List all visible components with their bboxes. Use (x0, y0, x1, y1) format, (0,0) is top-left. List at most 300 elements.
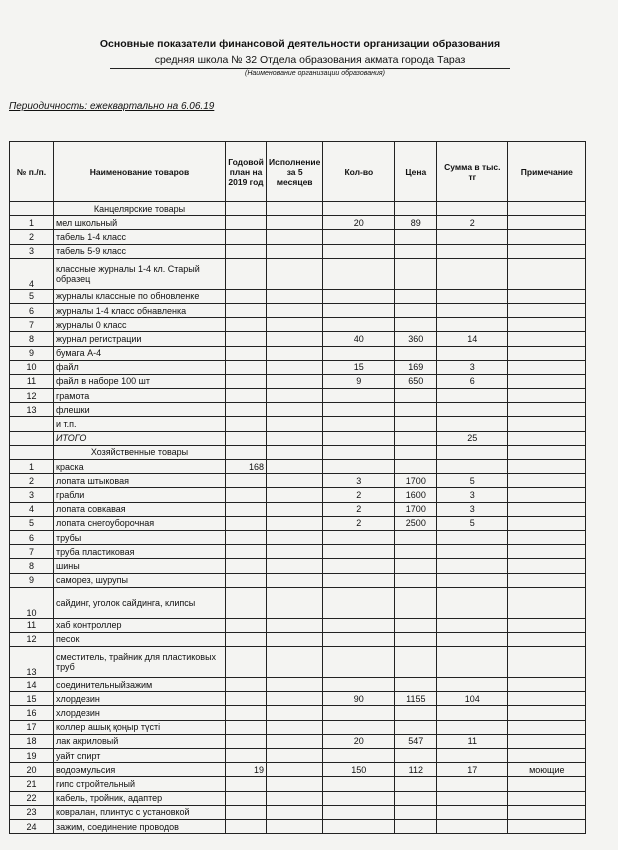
table-row (10, 360, 586, 374)
cell-qty (323, 791, 395, 805)
empty-cell (395, 445, 437, 459)
cell-price: 89 (395, 216, 437, 230)
cell-plan: 19 (226, 763, 267, 777)
cell-price (395, 244, 437, 258)
cell-exec (267, 460, 323, 474)
cell-sum (437, 647, 508, 678)
cell-sum (437, 632, 508, 646)
cell-exec (267, 488, 323, 502)
cell-exec (267, 734, 323, 748)
table-row (10, 618, 586, 632)
cell-sum (437, 573, 508, 587)
cell-qty (323, 403, 395, 417)
cell-price (395, 318, 437, 332)
cell-price: 2500 (395, 516, 437, 530)
table-row (10, 488, 586, 502)
cell-note (508, 488, 586, 502)
cell-qty (323, 749, 395, 763)
cell-name: ковралан, плинтус с установкой (54, 805, 226, 819)
cell-qty (323, 819, 395, 833)
cell-price (395, 777, 437, 791)
cell-exec (267, 516, 323, 530)
cell-exec (267, 587, 323, 618)
empty-cell (437, 445, 508, 459)
cell-exec (267, 303, 323, 317)
cell-exec (267, 417, 323, 431)
cell-note (508, 777, 586, 791)
cell-note (508, 573, 586, 587)
cell-price (395, 460, 437, 474)
cell-no: 19 (10, 749, 54, 763)
cell-sum (437, 230, 508, 244)
cell-price (395, 791, 437, 805)
cell-name: кабель, тройник, адаптер (54, 791, 226, 805)
cell-name: водоэмульсия (54, 763, 226, 777)
cell-name: хлордезин (54, 692, 226, 706)
header-sum: Сумма в тыс. тг (437, 142, 508, 202)
cell-qty (323, 258, 395, 289)
cell-plan (226, 545, 267, 559)
cell-note (508, 258, 586, 289)
cell-exec (267, 360, 323, 374)
cell-exec (267, 502, 323, 516)
cell-no: 10 (10, 360, 54, 374)
cell-sum: 3 (437, 488, 508, 502)
cell-no: 6 (10, 530, 54, 544)
cell-note (508, 632, 586, 646)
cell-exec (267, 389, 323, 403)
cell-qty: 40 (323, 332, 395, 346)
cell-plan (226, 303, 267, 317)
empty-cell (10, 431, 54, 445)
cell-plan (226, 346, 267, 360)
cell-price (395, 749, 437, 763)
cell-qty: 3 (323, 474, 395, 488)
cell-name: флешки (54, 403, 226, 417)
table-row (10, 763, 586, 777)
cell-name: коллер ашық қоңыр түсті (54, 720, 226, 734)
cell-note (508, 749, 586, 763)
cell-price (395, 573, 437, 587)
cell-note (508, 374, 586, 388)
cell-no: 4 (10, 502, 54, 516)
total-row (10, 431, 586, 445)
cell-no: 7 (10, 545, 54, 559)
cell-no: 12 (10, 389, 54, 403)
cell-qty: 9 (323, 374, 395, 388)
cell-qty (323, 417, 395, 431)
cell-name: журналы классные по обновленке (54, 289, 226, 303)
cell-plan (226, 474, 267, 488)
empty-cell (508, 202, 586, 216)
cell-no: 3 (10, 488, 54, 502)
cell-name: песок (54, 632, 226, 646)
section-title: Канцелярские товары (54, 202, 226, 216)
cell-qty (323, 720, 395, 734)
cell-qty (323, 805, 395, 819)
cell-exec (267, 749, 323, 763)
cell-qty (323, 389, 395, 403)
cell-qty (323, 632, 395, 646)
cell-name: соединительныйзажим (54, 678, 226, 692)
cell-price (395, 632, 437, 646)
header-note: Примечание (508, 142, 586, 202)
cell-exec (267, 403, 323, 417)
cell-qty (323, 460, 395, 474)
cell-plan (226, 734, 267, 748)
cell-sum (437, 791, 508, 805)
cell-no: 8 (10, 332, 54, 346)
cell-qty (323, 647, 395, 678)
cell-no: 2 (10, 474, 54, 488)
cell-no: 18 (10, 734, 54, 748)
table-row (10, 678, 586, 692)
cell-note (508, 530, 586, 544)
cell-exec (267, 777, 323, 791)
cell-sum (437, 678, 508, 692)
cell-no: 8 (10, 559, 54, 573)
cell-qty: 15 (323, 360, 395, 374)
cell-qty: 90 (323, 692, 395, 706)
cell-qty (323, 244, 395, 258)
cell-price: 112 (395, 763, 437, 777)
cell-plan (226, 417, 267, 431)
cell-exec (267, 647, 323, 678)
header-no: № п./п. (10, 142, 54, 202)
table-row (10, 417, 586, 431)
cell-exec (267, 632, 323, 646)
header-plan: Годовой план на 2019 год (226, 142, 267, 202)
cell-note (508, 647, 586, 678)
cell-no: 21 (10, 777, 54, 791)
cell-price (395, 618, 437, 632)
cell-plan (226, 488, 267, 502)
cell-note (508, 403, 586, 417)
cell-name: бумага А-4 (54, 346, 226, 360)
table-row (10, 632, 586, 646)
table-header-row (10, 142, 586, 202)
cell-price (395, 819, 437, 833)
cell-qty (323, 230, 395, 244)
header-name: Наименование товаров (54, 142, 226, 202)
cell-note (508, 332, 586, 346)
cell-no: 7 (10, 318, 54, 332)
cell-sum (437, 749, 508, 763)
cell-price (395, 303, 437, 317)
cell-exec (267, 318, 323, 332)
cell-sum (437, 303, 508, 317)
table-row (10, 805, 586, 819)
cell-qty: 2 (323, 488, 395, 502)
cell-note (508, 460, 586, 474)
cell-sum (437, 244, 508, 258)
empty-cell (437, 202, 508, 216)
table-row (10, 258, 586, 289)
cell-note (508, 244, 586, 258)
cell-name: табель 1-4 класс (54, 230, 226, 244)
cell-exec (267, 530, 323, 544)
cell-qty (323, 318, 395, 332)
cell-plan (226, 587, 267, 618)
cell-plan (226, 819, 267, 833)
cell-price: 1700 (395, 502, 437, 516)
total-sum: 25 (437, 431, 508, 445)
cell-no: 14 (10, 678, 54, 692)
cell-note (508, 289, 586, 303)
cell-note (508, 587, 586, 618)
cell-no: 22 (10, 791, 54, 805)
table-row (10, 692, 586, 706)
cell-no: 11 (10, 374, 54, 388)
table-row (10, 318, 586, 332)
cell-name: уайт спирт (54, 749, 226, 763)
cell-no: 5 (10, 516, 54, 530)
cell-price (395, 545, 437, 559)
cell-name: классные журналы 1-4 кл. Старый образец (54, 258, 226, 289)
cell-plan (226, 805, 267, 819)
cell-price: 547 (395, 734, 437, 748)
table-row (10, 389, 586, 403)
cell-note (508, 318, 586, 332)
cell-note (508, 678, 586, 692)
cell-price (395, 230, 437, 244)
cell-plan (226, 647, 267, 678)
cell-exec (267, 559, 323, 573)
cell-sum (437, 346, 508, 360)
cell-name: трубы (54, 530, 226, 544)
cell-qty (323, 573, 395, 587)
cell-sum: 5 (437, 516, 508, 530)
cell-price (395, 805, 437, 819)
cell-qty (323, 346, 395, 360)
cell-plan (226, 618, 267, 632)
cell-plan: 168 (226, 460, 267, 474)
cell-name: журналы 0 класс (54, 318, 226, 332)
cell-price: 650 (395, 374, 437, 388)
cell-qty (323, 587, 395, 618)
table-row (10, 403, 586, 417)
cell-qty (323, 303, 395, 317)
table-row (10, 706, 586, 720)
cell-note (508, 360, 586, 374)
periodicity-label: Периодичность: ежеквартально на 6.06.19 (9, 101, 215, 112)
cell-exec (267, 720, 323, 734)
cell-no: 13 (10, 403, 54, 417)
cell-qty: 20 (323, 734, 395, 748)
cell-name: труба пластиковая (54, 545, 226, 559)
table-row (10, 777, 586, 791)
cell-no: 4 (10, 258, 54, 289)
cell-no: 17 (10, 720, 54, 734)
cell-name: лак акриловый (54, 734, 226, 748)
header-price: Цена (395, 142, 437, 202)
table-row (10, 530, 586, 544)
cell-price (395, 706, 437, 720)
cell-name: лопата снегоуборочная (54, 516, 226, 530)
cell-name: хлордезин (54, 706, 226, 720)
cell-exec (267, 346, 323, 360)
cell-name: табель 5-9 класс (54, 244, 226, 258)
cell-note (508, 303, 586, 317)
cell-note (508, 346, 586, 360)
cell-exec (267, 258, 323, 289)
cell-sum: 104 (437, 692, 508, 706)
empty-cell (395, 202, 437, 216)
table-row (10, 244, 586, 258)
section-header-household (10, 445, 586, 459)
cell-price (395, 258, 437, 289)
cell-exec (267, 573, 323, 587)
cell-exec (267, 289, 323, 303)
cell-qty (323, 678, 395, 692)
cell-price (395, 289, 437, 303)
cell-no: 1 (10, 216, 54, 230)
cell-sum (437, 618, 508, 632)
cell-plan (226, 244, 267, 258)
cell-plan (226, 403, 267, 417)
cell-exec (267, 244, 323, 258)
cell-exec (267, 216, 323, 230)
cell-exec (267, 618, 323, 632)
cell-name: грабли (54, 488, 226, 502)
empty-cell (395, 431, 437, 445)
cell-name: мел школьный (54, 216, 226, 230)
cell-price (395, 720, 437, 734)
cell-price: 360 (395, 332, 437, 346)
cell-sum (437, 403, 508, 417)
cell-exec (267, 332, 323, 346)
cell-name: гипс стройтельный (54, 777, 226, 791)
cell-qty (323, 559, 395, 573)
cell-qty (323, 545, 395, 559)
cell-plan (226, 216, 267, 230)
cell-name: зажим, соединение проводов (54, 819, 226, 833)
cell-sum: 3 (437, 502, 508, 516)
cell-plan (226, 332, 267, 346)
cell-note (508, 706, 586, 720)
cell-sum (437, 389, 508, 403)
cell-sum: 3 (437, 360, 508, 374)
table-row (10, 647, 586, 678)
cell-exec (267, 791, 323, 805)
cell-plan (226, 389, 267, 403)
empty-cell (508, 431, 586, 445)
cell-plan (226, 530, 267, 544)
empty-cell (267, 202, 323, 216)
cell-qty (323, 706, 395, 720)
table-row (10, 516, 586, 530)
cell-note: моющие (508, 763, 586, 777)
cell-sum (437, 289, 508, 303)
cell-note (508, 692, 586, 706)
table-row (10, 303, 586, 317)
cell-sum: 17 (437, 763, 508, 777)
cell-no: 6 (10, 303, 54, 317)
cell-plan (226, 777, 267, 791)
table-row (10, 374, 586, 388)
total-label: ИТОГО (54, 431, 226, 445)
cell-plan (226, 632, 267, 646)
cell-sum (437, 460, 508, 474)
table-row (10, 474, 586, 488)
empty-cell (267, 445, 323, 459)
cell-note (508, 618, 586, 632)
cell-sum (437, 819, 508, 833)
cell-exec (267, 474, 323, 488)
cell-sum: 2 (437, 216, 508, 230)
cell-plan (226, 318, 267, 332)
cell-plan (226, 360, 267, 374)
cell-price (395, 559, 437, 573)
cell-sum (437, 587, 508, 618)
cell-sum: 6 (437, 374, 508, 388)
table-row (10, 332, 586, 346)
cell-plan (226, 230, 267, 244)
table-row (10, 819, 586, 833)
goods-table (9, 141, 586, 834)
cell-name: хаб контроллер (54, 618, 226, 632)
table-row (10, 720, 586, 734)
cell-exec (267, 805, 323, 819)
underline-rule (110, 68, 510, 69)
cell-note (508, 389, 586, 403)
cell-plan (226, 791, 267, 805)
cell-exec (267, 374, 323, 388)
cell-plan (226, 516, 267, 530)
cell-sum: 14 (437, 332, 508, 346)
empty-cell (226, 202, 267, 216)
cell-plan (226, 258, 267, 289)
cell-qty: 2 (323, 516, 395, 530)
cell-plan (226, 749, 267, 763)
table-row (10, 346, 586, 360)
cell-note (508, 230, 586, 244)
cell-plan (226, 502, 267, 516)
cell-no (10, 417, 54, 431)
cell-note (508, 734, 586, 748)
cell-qty (323, 530, 395, 544)
header-exec: Исполнение за 5 месяцев (267, 142, 323, 202)
section-title: Хозяйственные товары (54, 445, 226, 459)
empty-cell (508, 445, 586, 459)
cell-name: шины (54, 559, 226, 573)
cell-price (395, 346, 437, 360)
empty-cell (10, 202, 54, 216)
empty-cell (226, 431, 267, 445)
empty-cell (323, 445, 395, 459)
cell-name: и т.п. (54, 417, 226, 431)
cell-sum (437, 720, 508, 734)
organization-caption: (Наименование организации образования) (245, 70, 385, 77)
table-row (10, 734, 586, 748)
cell-price: 169 (395, 360, 437, 374)
cell-plan (226, 374, 267, 388)
cell-name: грамота (54, 389, 226, 403)
cell-price (395, 389, 437, 403)
empty-cell (323, 202, 395, 216)
cell-no: 12 (10, 632, 54, 646)
cell-plan (226, 692, 267, 706)
table-row (10, 559, 586, 573)
empty-cell (226, 445, 267, 459)
cell-plan (226, 289, 267, 303)
cell-sum (437, 318, 508, 332)
cell-name: саморез, шурупы (54, 573, 226, 587)
cell-name: журналы 1-4 класс обнавленка (54, 303, 226, 317)
cell-no: 13 (10, 647, 54, 678)
cell-qty: 2 (323, 502, 395, 516)
cell-price (395, 530, 437, 544)
